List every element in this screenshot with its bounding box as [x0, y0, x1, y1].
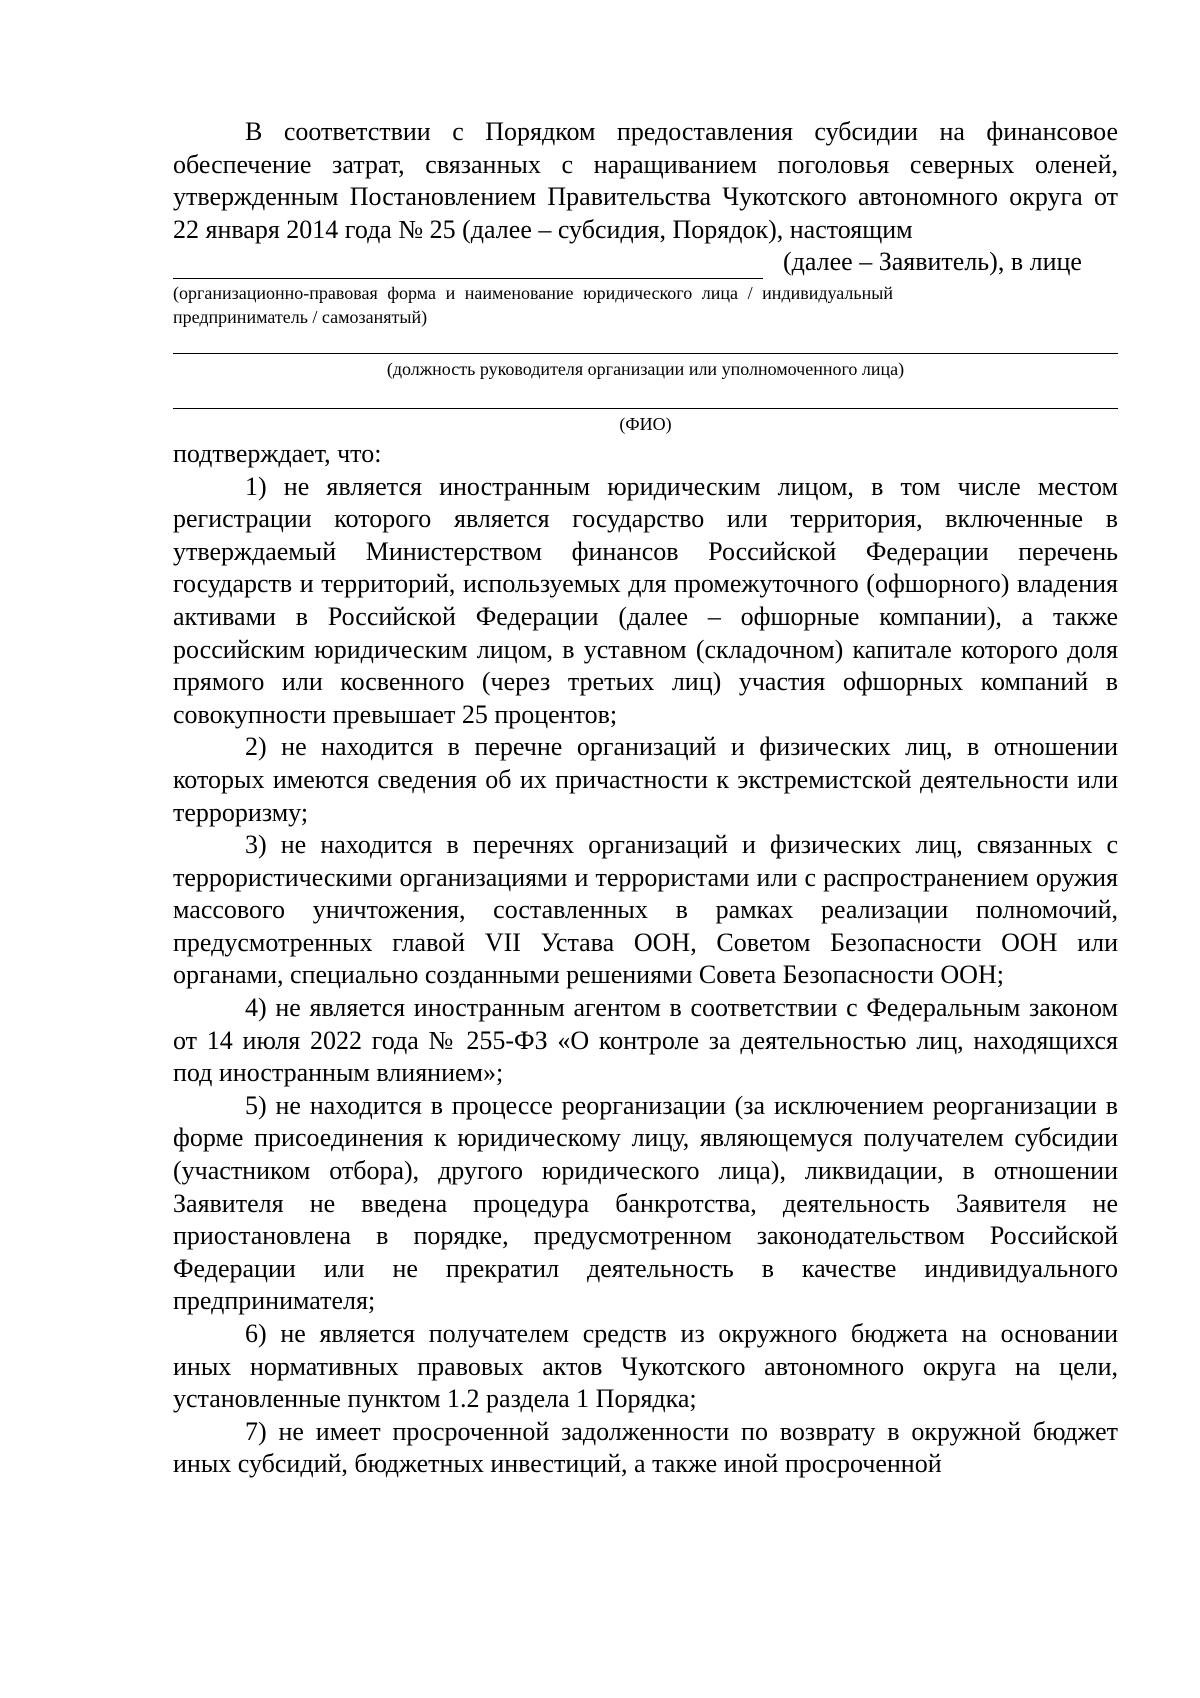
list-item-5: 5) не находится в процессе реорганизации (за исключением реорганизации в форме присоединения к юридическому лицу, являющемуся получателем субсидии (участником отбора), другого юридического лица), ликвидации, в отношении Заявителя не введена процедура банкротства, деятельность Заявителя не приостановлена в порядке, предусмотренном законодательством Российской Федерации или не прекратил деятельность в качестве индивидуального предпринимателя;	[173, 1090, 1118, 1316]
list-item-3: 3) не находится в перечнях организаций и физических лиц, связанных с террористическими организациями и террористами или с распространением оружия массового уничтожения, составленных в рамках реализации полномочий, предусмотренных главой VII Устава ООН, Советом Безопасности ООН или органами, специально созданными решениями Совета Безопасности ООН;	[173, 830, 1118, 990]
applicant-name-blank[interactable]	[173, 254, 763, 279]
list-item-6: 6) не является получателем средств из окружного бюджета на основании иных нормативных правовых актов Чукотского автономного округа на цели, установленные пунктом 1.2 раздела 1 Порядка;	[173, 1319, 1118, 1414]
list-item-7: 7) не имеет просроченной задолженности по возврату в окружной бюджет иных субсидий, бюджетных инвестиций, а также иной просроченной	[173, 1416, 1118, 1479]
position-blank[interactable]	[173, 353, 1118, 354]
confirms-text: подтверждает, что:	[173, 438, 382, 468]
position-caption: (должность руководителя организации или уполномоченного лица)	[386, 358, 905, 379]
applicant-suffix: (далее – Заявитель), в лице	[783, 247, 1082, 277]
applicant-line	[173, 246, 1118, 279]
intro-paragraph: В соответствии с Порядком предоставления субсидии на финансовое обеспечение затрат, связанных с наращиванием поголовья северных оленей, утвержденным Постановлением Правительства Чукотского автономного округа от 22 января 2014 года № 25 (далее – субсидия, Порядок), настоящим	[173, 117, 1118, 244]
document-body	[173, 116, 1118, 1481]
list-item-2: 2) не находится в перечне организаций и физических лиц, в отношении которых имеются сведения об их причастности к экстремистской деятельности или терроризму;	[173, 732, 1118, 827]
list-item-4: 4) не является иностранным агентом в соответствии с Федеральным законом от 14 июля 2022 года № 255-ФЗ «О контроле за деятельностью лиц, находящихся под иностранным влиянием»;	[173, 993, 1118, 1088]
applicant-hint: (организационно-правовая форма и наименование юридического лица / индивидуальный предприниматель / самозанятый)	[173, 282, 893, 327]
fio-blank[interactable]	[173, 408, 1118, 409]
list-item-1: 1) не является иностранным юридическим лицом, в том числе местом регистрации которого является государство или территория, включенные в утверждаемый Министерством финансов Российской Федерации перечень государств и территорий, используемых для промежуточного (офшорного) владения активами в Российской Федерации (далее – офшорные компании), а также российским юридическим лицом, в уставном (складочном) капитале которого доля прямого или косвенного (через третьих лиц) участия офшорных компаний в совокупности превышает 25 процентов;	[173, 471, 1118, 729]
fio-caption: (ФИО)	[619, 413, 672, 434]
